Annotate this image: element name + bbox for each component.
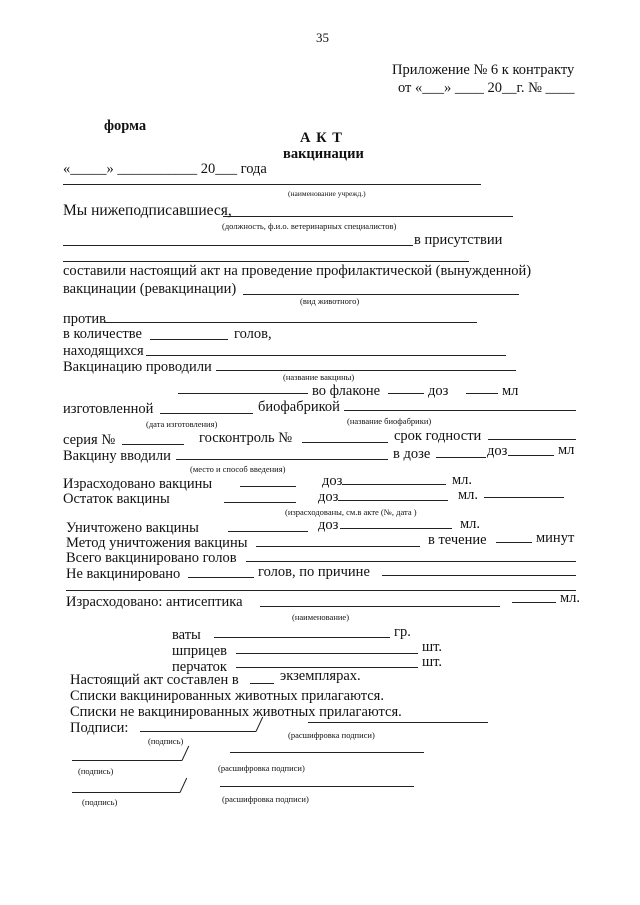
vial-ml-line bbox=[466, 393, 498, 394]
used-ref-hint: (израсходованы, см.в акте (№, дата ) bbox=[285, 507, 417, 517]
signature-slash-3 bbox=[180, 778, 188, 793]
not-vaccinated-line bbox=[188, 577, 254, 578]
series-label: серия № bbox=[63, 432, 116, 448]
conducted-line bbox=[216, 370, 516, 371]
page-number: 35 bbox=[316, 30, 329, 45]
biofactory-label: биофабрикой bbox=[258, 399, 340, 415]
vaccine-name-hint: (название вакцины) bbox=[283, 372, 355, 382]
signature-line-2 bbox=[72, 760, 182, 761]
syringes-pcs: шт. bbox=[422, 639, 443, 655]
copies-text-end: экземплярах. bbox=[280, 668, 361, 684]
syringes-label: шприцев bbox=[172, 643, 227, 659]
signature-line-3 bbox=[72, 792, 180, 793]
decoding-hint-2: (расшифровка подписи) bbox=[218, 763, 305, 773]
act-title: А К Т bbox=[300, 130, 343, 146]
gloves-pcs: шт. bbox=[422, 654, 443, 670]
reason-line bbox=[382, 575, 576, 576]
signature-line-1 bbox=[140, 731, 256, 732]
dose-word: доз bbox=[487, 443, 508, 459]
reason-line-2 bbox=[66, 590, 576, 591]
position-hint: (должность, ф.и.о. ветеринарных специалистов) bbox=[222, 221, 397, 231]
remainder-doses: доз bbox=[318, 489, 339, 505]
ml-label: мл bbox=[502, 383, 519, 399]
against-label: против bbox=[63, 311, 107, 327]
used-line bbox=[240, 486, 296, 487]
form-label: форма bbox=[104, 118, 147, 134]
manufactured-label: изготовленной bbox=[63, 401, 154, 417]
grams-label: гр. bbox=[394, 624, 411, 640]
we-undersigned: Мы нижеподписавшиеся, bbox=[63, 202, 232, 219]
not-vaccinated-label: Не вакцинировано bbox=[66, 566, 181, 582]
series-line bbox=[122, 444, 184, 445]
state-control-label: госконтроль № bbox=[199, 430, 293, 446]
conducted-label: Вакцинацию проводили bbox=[63, 359, 212, 375]
animal-type-hint: (вид животного) bbox=[300, 296, 360, 306]
total-vaccinated-line bbox=[246, 561, 576, 562]
naming-hint: (наименование) bbox=[292, 612, 350, 622]
in-presence: в присутствии bbox=[414, 232, 503, 248]
copies-line bbox=[250, 683, 274, 684]
manufactured-line bbox=[160, 413, 253, 414]
antiseptic-ml: мл. bbox=[560, 590, 581, 606]
specialists-line bbox=[63, 245, 413, 246]
dose-ml-line bbox=[508, 455, 554, 456]
decoding-line-3 bbox=[220, 786, 414, 787]
used-vaccine-label: Израсходовано вакцины bbox=[63, 476, 213, 492]
destroy-method-line bbox=[256, 546, 420, 547]
method-hint: (место и способ введения) bbox=[190, 464, 286, 474]
expiry-label: срок годности bbox=[394, 428, 482, 444]
remainder-ml: мл. bbox=[458, 487, 479, 503]
undersigned-line bbox=[223, 216, 513, 217]
heads-label: голов, bbox=[234, 326, 272, 342]
destroyed-doses-line bbox=[340, 528, 452, 529]
vaccination-line bbox=[243, 294, 519, 295]
minutes-label: минут bbox=[536, 530, 575, 546]
cotton-line bbox=[214, 637, 390, 638]
remainder-ml-line bbox=[484, 497, 564, 498]
presence-line bbox=[63, 261, 469, 262]
date-line: «_____» ___________ 20___ года bbox=[63, 161, 267, 177]
list-vaccinated: Списки вакцинированных животных прилагаются. bbox=[70, 688, 384, 704]
copies-text: Настоящий акт составлен в bbox=[70, 672, 239, 688]
signatures-label: Подписи: bbox=[70, 720, 129, 736]
doses-label: доз bbox=[428, 383, 449, 399]
heads-reason-label: голов, по причине bbox=[258, 564, 370, 580]
antiseptic-line bbox=[260, 606, 500, 607]
signature-slash-2 bbox=[182, 746, 190, 761]
syringes-line bbox=[236, 653, 418, 654]
biofactory-line bbox=[344, 410, 576, 411]
remainder-line bbox=[224, 502, 296, 503]
during-label: в течение bbox=[428, 532, 487, 548]
vial-doses-line bbox=[388, 393, 424, 394]
located-line bbox=[146, 355, 506, 356]
remainder-label: Остаток вакцины bbox=[63, 491, 170, 507]
against-line bbox=[104, 322, 477, 323]
dose-ml-label: мл bbox=[558, 442, 575, 458]
remainder-doses-line bbox=[338, 500, 448, 501]
during-line bbox=[496, 542, 532, 543]
vaccination-text: вакцинации (ревакцинации) bbox=[63, 281, 237, 297]
manufacture-date-hint: (дата изготовления) bbox=[146, 419, 218, 429]
destroy-method-label: Метод уничтожения вакцины bbox=[66, 535, 248, 551]
used-doses: доз bbox=[322, 473, 343, 489]
institution-line bbox=[63, 184, 481, 185]
used-doses-line bbox=[342, 484, 446, 485]
antiseptic-label: Израсходовано: антисептика bbox=[66, 594, 243, 610]
used-ml: мл. bbox=[452, 472, 473, 488]
destroyed-line bbox=[228, 531, 308, 532]
signature-hint-1: (подпись) bbox=[148, 736, 184, 746]
act-subtitle: вакцинации bbox=[283, 146, 364, 162]
biofactory-name-hint: (название биофабрики) bbox=[347, 416, 432, 426]
compiled-text: составили настоящий акт на проведение профилактической (вынужденной) bbox=[63, 263, 532, 279]
administered-label: Вакцину вводили bbox=[63, 448, 171, 464]
appendix-line-2: от «___» ____ 20__г. № ____ bbox=[398, 80, 575, 96]
destroyed-doses: доз bbox=[318, 517, 339, 533]
in-dose-line bbox=[436, 457, 486, 458]
institution-hint: (наименование учрежд.) bbox=[288, 189, 366, 198]
list-not-vaccinated: Списки не вакцинированных животных прилагаются. bbox=[70, 704, 402, 720]
signature-hint-3: (подпись) bbox=[82, 797, 118, 807]
antiseptic-ml-line bbox=[512, 602, 556, 603]
total-vaccinated-label: Всего вакцинировано голов bbox=[66, 550, 237, 566]
quantity-line bbox=[150, 339, 228, 340]
decoding-line-2 bbox=[230, 752, 424, 753]
state-control-line bbox=[302, 442, 388, 443]
gloves-label: перчаток bbox=[172, 659, 227, 675]
destroyed-label: Уничтожено вакцины bbox=[66, 520, 199, 536]
in-vial-label: во флаконе bbox=[312, 383, 381, 399]
decoding-hint-1: (расшифровка подписи) bbox=[288, 730, 375, 740]
vaccine-name-line bbox=[178, 393, 308, 394]
signature-hint-2: (подпись) bbox=[78, 766, 114, 776]
appendix-line-1: Приложение № 6 к контракту bbox=[392, 62, 575, 78]
located-label: находящихся bbox=[63, 343, 144, 359]
cotton-label: ваты bbox=[172, 627, 201, 643]
quantity-label: в количестве bbox=[63, 326, 142, 342]
expiry-line bbox=[488, 439, 576, 440]
in-dose-label: в дозе bbox=[393, 446, 431, 462]
decoding-line-1 bbox=[308, 722, 488, 723]
administered-line bbox=[176, 459, 388, 460]
decoding-hint-3: (расшифровка подписи) bbox=[222, 794, 309, 804]
destroyed-ml: мл. bbox=[460, 516, 481, 532]
